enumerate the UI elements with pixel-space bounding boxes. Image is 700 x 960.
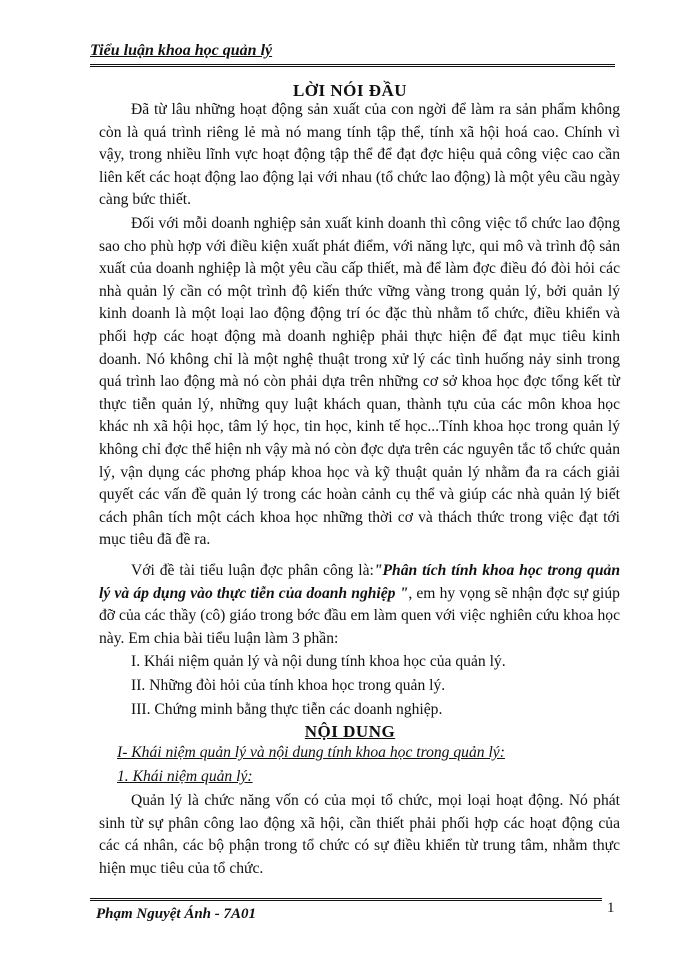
footer-divider: [90, 898, 602, 901]
footer-author: Phạm Nguyệt Ánh - 7A01: [96, 906, 257, 922]
running-header: Tiểu luận khoa học quản lý: [90, 42, 273, 59]
section-heading: I- Khái niệm quản lý và nội dung tính khoa học trong quản lý:: [117, 744, 505, 761]
preface-paragraph-1: Đã từ lâu những hoạt động sản xuất của con ngời để làm ra sản phẩm không còn là quá trình riêng lẻ mà nó mang tính tập thể, tính xã hội hoá cao. Chính vì vậy, trong nhiều lĩnh vực hoạt động tập thể để đạt đợc hiệu quả công việc cao cần liên kết các hoạt động lao động lại với nhau (tổ chức lao động) là một yêu cầu ngày càng bức thiết.: [99, 101, 620, 209]
topic-intro: Với đề tài tiểu luận đợc phân công là:: [131, 562, 374, 579]
subsection-heading: 1. Khái niệm quản lý:: [117, 768, 253, 785]
topic-continuation: , em hy vọng sẽ nhận đợc sự giúp đỡ của các thầy (cô) giáo trong bớc đầu em làm quen với việc nghiên cứu khoa học này. Em chia bài tiểu luận làm 3 phần:: [99, 584, 620, 647]
preface-paragraph-3: [99, 560, 620, 650]
part-list-item: II. Những đòi hỏi của tính khoa học trong quản lý.: [131, 677, 446, 694]
part-list-item: III. Chứng minh bằng thực tiễn các doanh nghiệp.: [131, 701, 443, 718]
topic-title-quote: "Phân tích tính khoa học trong quản lý và áp dụng vào thực tiễn của doanh nghiệp ": [99, 562, 620, 602]
header-divider: [90, 64, 615, 67]
preface-paragraph-2: Đối với mỗi doanh nghiệp sản xuất kinh doanh thì công việc tổ chức lao động sao cho phù hợp với điều kiện xuất phát điểm, với năng lực, qui mô và trình độ sản xuất của doanh nghiệp là một yêu cầu cấp thiết, mà để làm đợc điều đó đòi hỏi các nhà quản lý cần có một trình độ kiến thức vững vàng trong quản lý, bởi quản lý kinh doanh là một loại lao động động trí óc đặc thù nhằm tổ chức, điều khiển và phối hợp các hoạt động mà doanh nghiệp phải thực hiện để đạt mục tiêu kinh doanh. Nó không chỉ là một nghệ thuật trong xử lý các tình huống nảy sinh trong quá trình lao động mà nó còn phải dựa trên những cơ sở khoa học đợc tổng kết từ thực tiễn quản lý, những quy luật khách quan, thành tựu của các môn khoa học khác nh xã hội học, tâm lý học, tin học, kinh tế học...Tính khoa học trong quản lý không chỉ đợc thể hiện nh vậy mà nó còn đợc dựa trên các nguyên tắc tổ chức quản lý, vận dụng các phơng pháp khoa học và kỹ thuật quản lý nhằm đa ra cách giải quyết các vấn đề quản lý trong các hoàn cảnh cụ thể và giúp các nhà quản lý biết cách phân tích một cách khoa học những thời cơ và thách thức trong việc đạt tới mục tiêu đã đề ra.: [99, 215, 620, 549]
preface-title: LỜI NÓI ĐẦU: [292, 81, 408, 100]
definition-paragraph: Quản lý là chức năng vốn có của mọi tổ chức, mọi loại hoạt động. Nó phát sinh từ sự phân công lao động xã hội, cần thiết phải phối hợp các hoạt động của các cá nhân, các bộ phận trong tổ chức có sự điều khiển từ trung tâm, nhằm thực hiện mục tiêu của tổ chức.: [99, 792, 620, 877]
content-title: NỘI DUNG: [304, 722, 396, 741]
page-number: 1: [607, 900, 615, 916]
part-list-item: I. Khái niệm quản lý và nội dung tính khoa học của quản lý.: [131, 653, 506, 670]
